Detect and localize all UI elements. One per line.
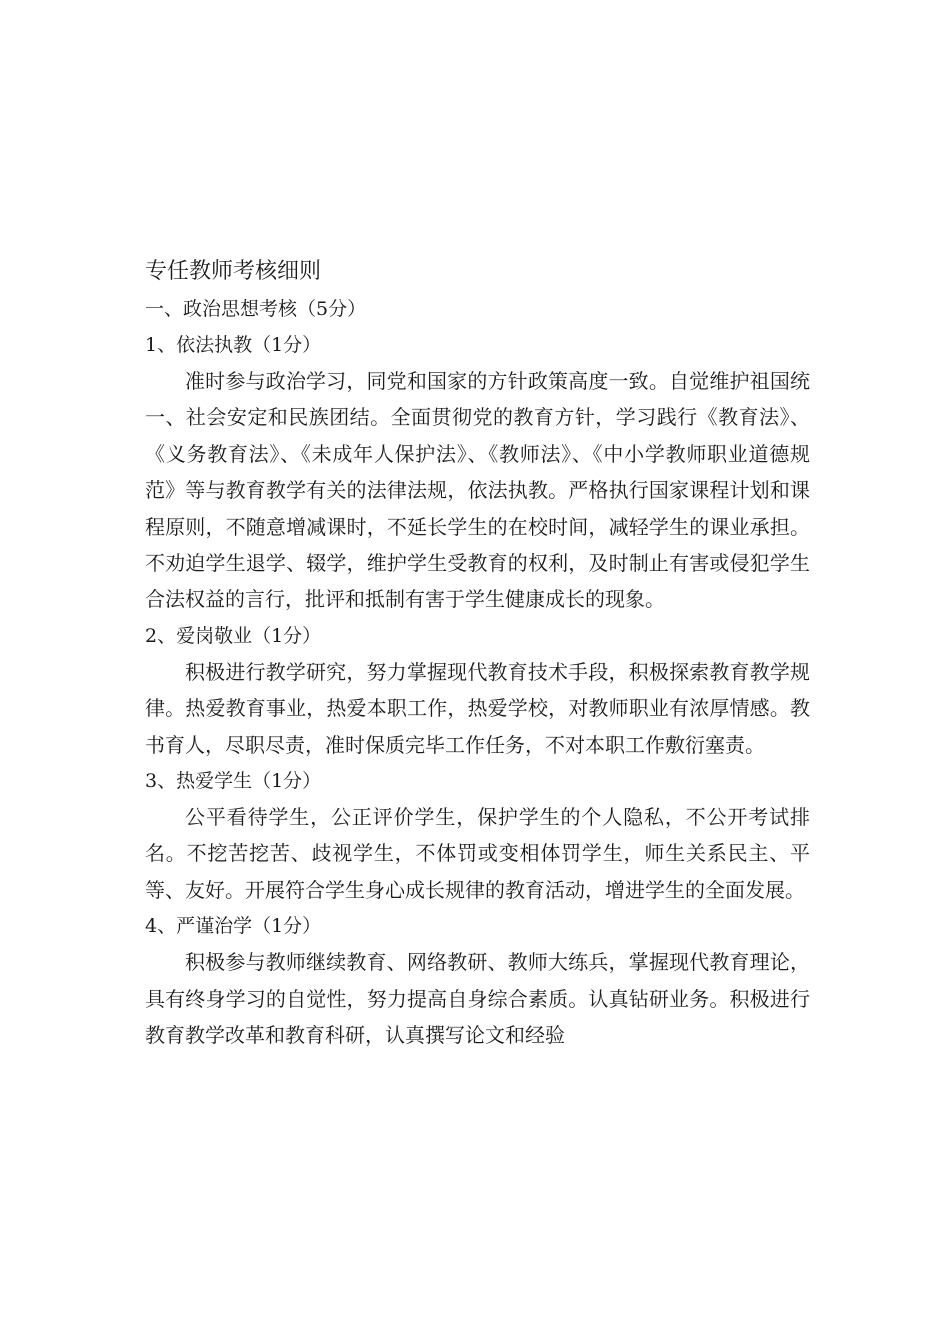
item-paragraph-4: 积极参与教师继续教育、网络教研、教师大练兵，掌握现代教育理论，具有终身学习的自觉性，努力提高自身综合素质。认真钻研业务。积极进行教育教学改革和教育科研，认真撰写论文和经验 <box>145 950 810 1048</box>
item-paragraph-1: 准时参与政治学习，同党和国家的方针政策高度一致。自觉维护祖国统一、社会安定和民族团结。全面贯彻党的教育方针，学习践行《教育法》、《义务教育法》、《未成年人保护法》、《教师法》、《中小学教师职业道德规范》等与教育教学有关的法律法规，依法执教。严格执行国家课程计划和课程原则，不随意增减课时，不延长学生的在校时间，减轻学生的课业承担。不劝迫学生退学、辍学，维护学生受教育的权利，及时制止有害或侵犯学生合法权益的言行，批评和抵制有害于学生健康成长的现象。 <box>145 369 810 612</box>
document-page <box>145 255 810 1054</box>
item-heading-4: 4、严谨治学（1分） <box>145 915 322 938</box>
section-heading: 一、政治思想考核（5分） <box>145 298 367 320</box>
item-heading-1: 1、依法执教（1分） <box>145 334 322 356</box>
document-title: 专任教师考核细则 <box>145 259 322 284</box>
item-paragraph-2: 积极进行教学研究，努力掌握现代教育技术手段，积极探索教育教学规律。热爱教育事业，热爱本职工作，热爱学校，对教师职业有浓厚情感。教书育人，尽职尽责，准时保质完毕工作任务，不对本职工作敷衍塞责。 <box>145 659 810 757</box>
item-heading-2: 2、爱岗敬业（1分） <box>145 624 322 647</box>
item-heading-3: 3、热爱学生（1分） <box>145 770 322 793</box>
item-paragraph-3: 公平看待学生，公正评价学生，保护学生的个人隐私，不公开考试排名。不挖苦挖苦、歧视学生，不体罚或变相体罚学生，师生关系民主、平等、友好。开展符合学生身心成长规律的教育活动，增进学生的全面发展。 <box>145 805 810 902</box>
